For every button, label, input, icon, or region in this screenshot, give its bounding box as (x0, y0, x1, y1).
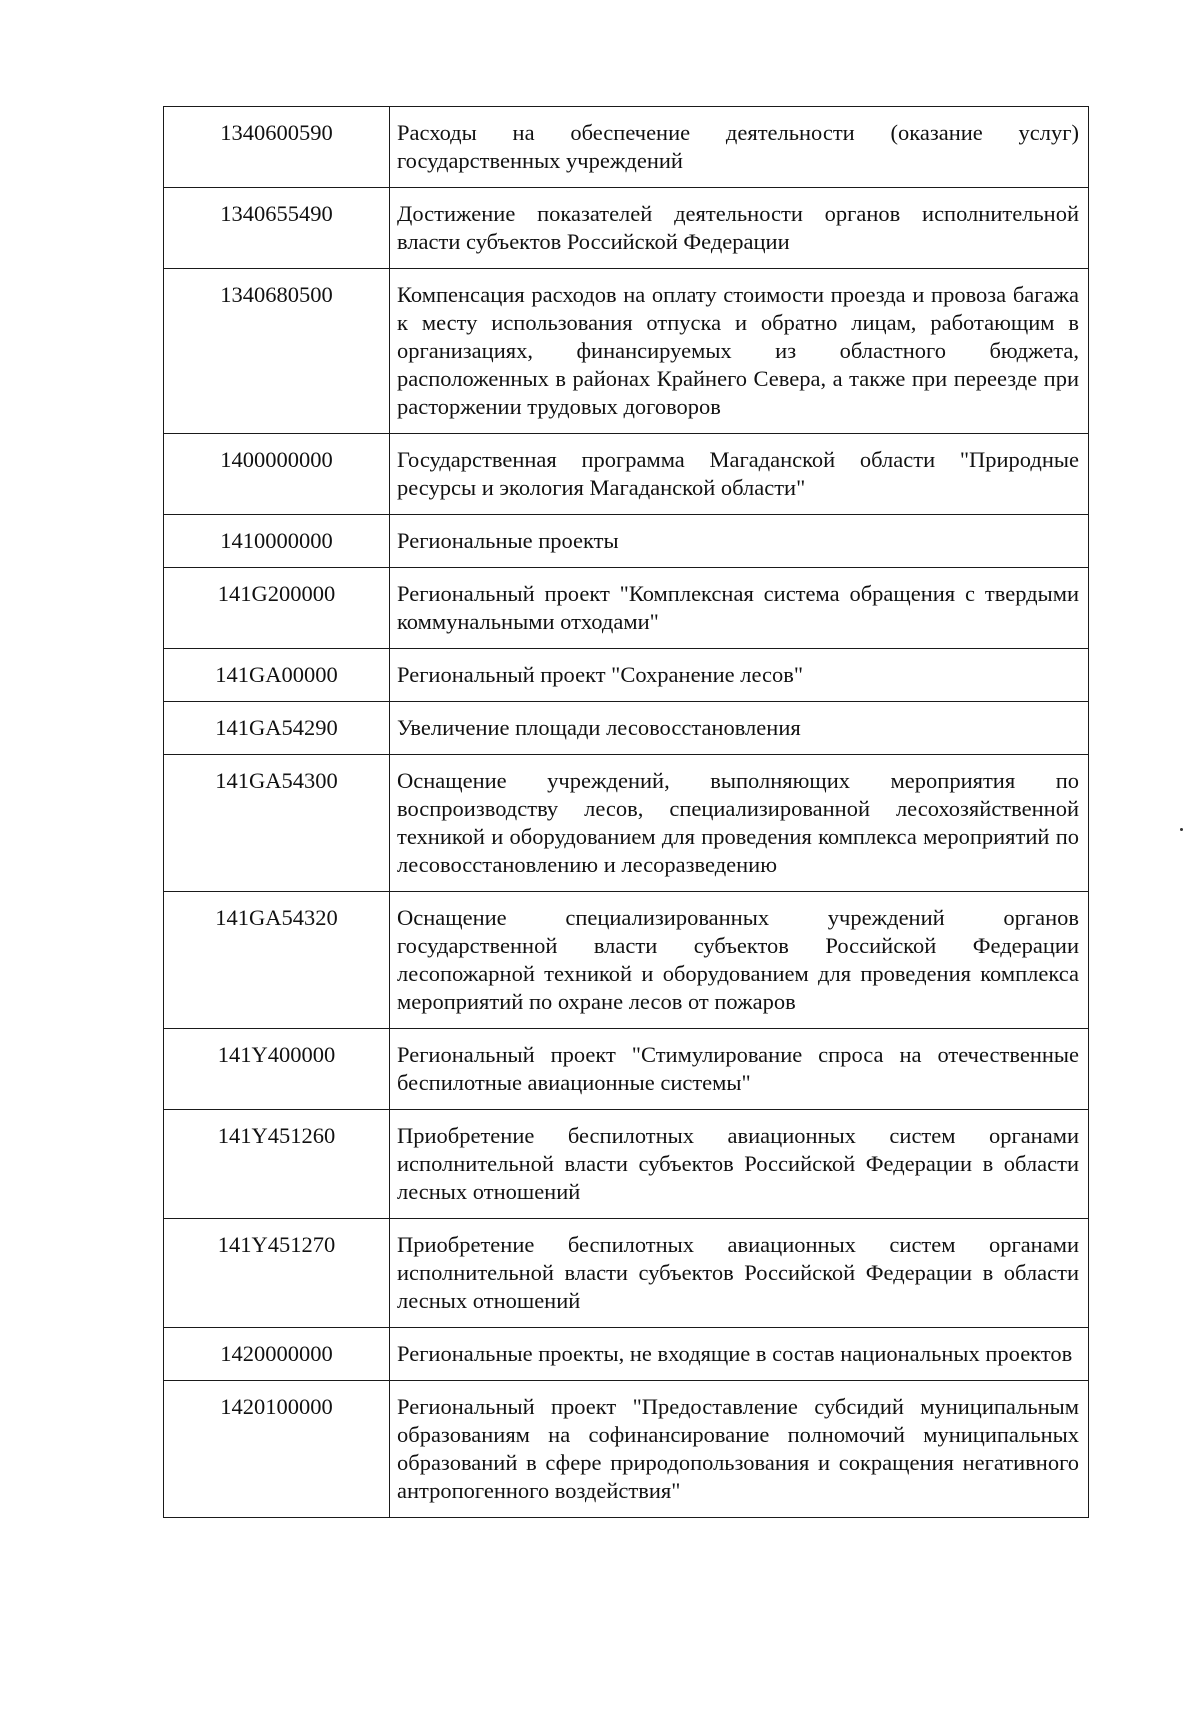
expense-description: Региональный проект "Сохранение лесов" (390, 649, 1089, 702)
expense-description: Региональный проект "Предоставление субсидий муниципальным образованиям на софинансирование полномочий муниципальных образований в сфере природопользования и сокращения негативного антропогенного воздействия" (390, 1381, 1089, 1518)
target-code: 1410000000 (164, 515, 390, 568)
target-code: 1340680500 (164, 269, 390, 434)
table-row (164, 1219, 1089, 1328)
expense-description: Региональные проекты (390, 515, 1089, 568)
expense-description: Компенсация расходов на оплату стоимости проезда и провоза багажа к месту использования отпуска и обратно лицам, работающим в организациях, финансируемых из областного бюджета, расположенных в районах Крайнего Севера, а также при переезде при расторжении трудовых договоров (390, 269, 1089, 434)
target-code: 141GA54320 (164, 892, 390, 1029)
target-code: 141Y400000 (164, 1029, 390, 1110)
expense-description: Оснащение учреждений, выполняющих мероприятия по воспроизводству лесов, специализированной лесохозяйственной техникой и оборудованием для проведения комплекса мероприятий по лесовосстановлению и лесоразведению (390, 755, 1089, 892)
expense-description: Расходы на обеспечение деятельности (оказание услуг) государственных учреждений (390, 107, 1089, 188)
target-code: 141GA54300 (164, 755, 390, 892)
target-code: 141GA00000 (164, 649, 390, 702)
target-code: 1420000000 (164, 1328, 390, 1381)
table-row (164, 702, 1089, 755)
table-row (164, 1029, 1089, 1110)
table-row (164, 1328, 1089, 1381)
target-code: 141G200000 (164, 568, 390, 649)
table-row (164, 188, 1089, 269)
table-row (164, 107, 1089, 188)
budget-classification-table (163, 106, 1089, 1518)
table-row (164, 1110, 1089, 1219)
expense-description: Региональные проекты, не входящие в состав национальных проектов (390, 1328, 1089, 1381)
expense-description: Увеличение площади лесовосстановления (390, 702, 1089, 755)
table-row (164, 269, 1089, 434)
target-code: 1420100000 (164, 1381, 390, 1518)
expense-description: Достижение показателей деятельности органов исполнительной власти субъектов Российской Федерации (390, 188, 1089, 269)
target-code: 1400000000 (164, 434, 390, 515)
expense-description: Региональный проект "Комплексная система обращения с твердыми коммунальными отходами" (390, 568, 1089, 649)
table-row (164, 892, 1089, 1029)
expense-description: Приобретение беспилотных авиационных систем органами исполнительной власти субъектов Российской Федерации в области лесных отношений (390, 1219, 1089, 1328)
expense-description: Государственная программа Магаданской области "Природные ресурсы и экология Магаданской области" (390, 434, 1089, 515)
target-code: 141Y451270 (164, 1219, 390, 1328)
table-row (164, 649, 1089, 702)
expense-description: Региональный проект "Стимулирование спроса на отечественные беспилотные авиационные системы" (390, 1029, 1089, 1110)
scan-speck (1180, 828, 1183, 831)
table-row (164, 515, 1089, 568)
expense-description: Приобретение беспилотных авиационных систем органами исполнительной власти субъектов Российской Федерации в области лесных отношений (390, 1110, 1089, 1219)
table-row (164, 755, 1089, 892)
table-row (164, 568, 1089, 649)
table-row (164, 1381, 1089, 1518)
target-code: 1340600590 (164, 107, 390, 188)
table-row (164, 434, 1089, 515)
expense-description: Оснащение специализированных учреждений органов государственной власти субъектов Российской Федерации лесопожарной техникой и оборудованием для проведения комплекса мероприятий по охране лесов от пожаров (390, 892, 1089, 1029)
target-code: 141GA54290 (164, 702, 390, 755)
target-code: 1340655490 (164, 188, 390, 269)
target-code: 141Y451260 (164, 1110, 390, 1219)
